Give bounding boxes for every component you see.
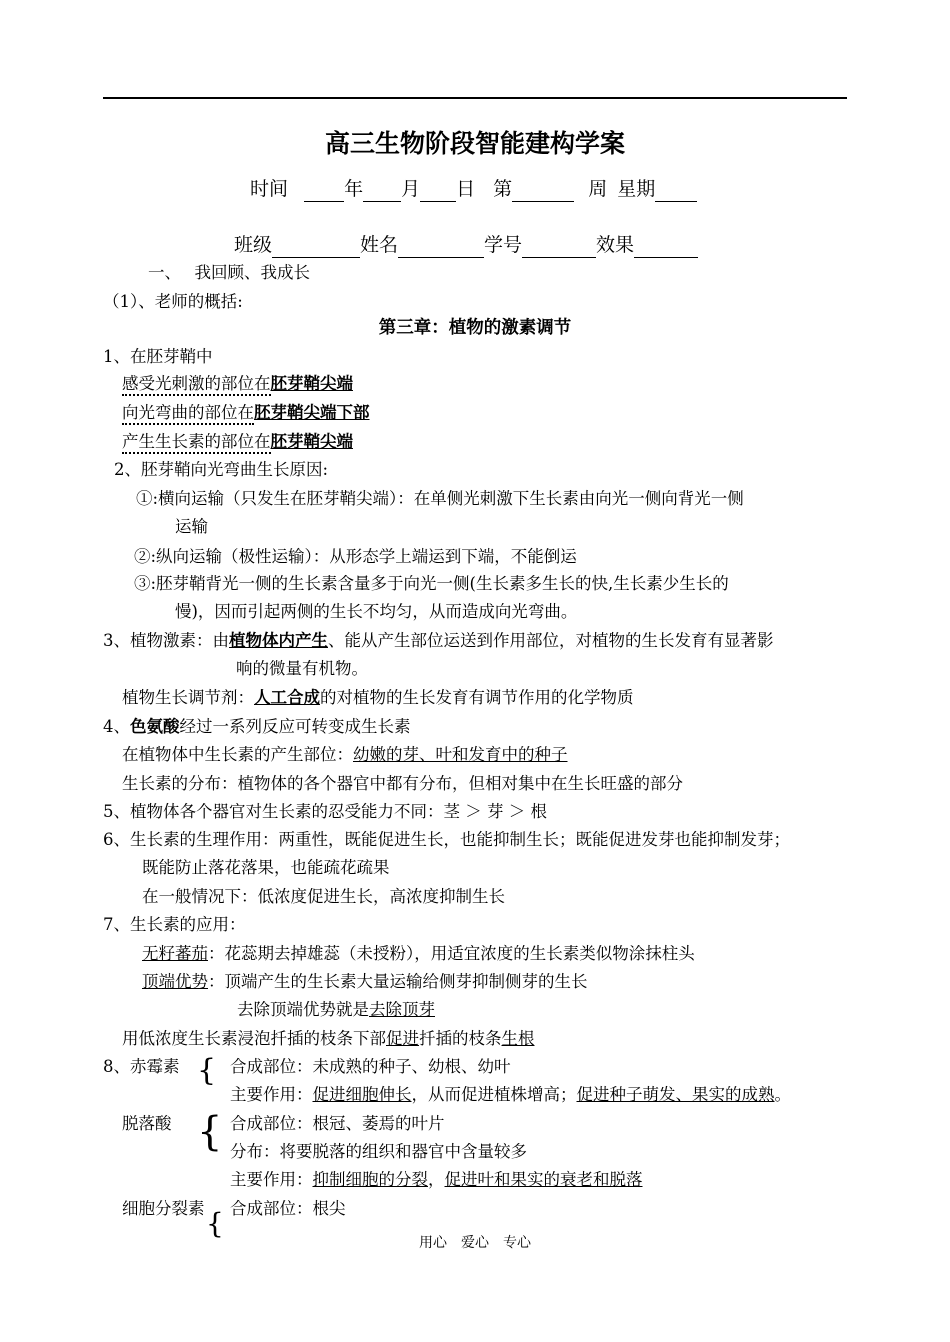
item-4: [103, 716, 411, 738]
item-7d-mid: 扦插的枝条: [419, 1029, 502, 1048]
month-blank[interactable]: [363, 181, 401, 202]
item-3-line1: [103, 630, 774, 652]
item-3b-prefix: 植物生长调节剂：: [122, 688, 254, 707]
result-blank[interactable]: [634, 237, 698, 258]
gib-func-k1: 促进细胞伸长: [312, 1085, 412, 1104]
aba-label: 脱落酸: [122, 1114, 172, 1133]
item-3-line2: 响的微量有机物。: [236, 659, 368, 678]
gib-func-mid: ，从而促进植株增高；: [411, 1085, 577, 1104]
item-1b-label: 向光弯曲的部位在: [122, 403, 254, 425]
item-7d-key2: 生根: [501, 1029, 535, 1048]
item-4-key: 色氨酸: [130, 717, 180, 736]
weekday-blank[interactable]: [655, 181, 697, 202]
item-7b-key: 顶端优势: [142, 972, 208, 991]
weekday-label: 星期: [617, 178, 656, 200]
item-1c-label: 产生生长素的部位在: [122, 432, 271, 454]
item-4-rest: 经过一系列反应可转变成生长素: [179, 717, 411, 736]
brace-icon: {: [197, 1109, 223, 1155]
item-7: 7、生长素的应用：: [103, 915, 246, 934]
item-3b-key: 人工合成: [254, 688, 320, 707]
item-1a-label: 感受光刺激的部位在: [122, 374, 271, 396]
item-6-line3: 在一般情况下：低浓度促进生长，高浓度抑制生长: [142, 887, 505, 906]
item-7c: [237, 999, 435, 1021]
item-2: 2、胚芽鞘向光弯曲生长原因:: [114, 460, 329, 479]
aba-func: [230, 1169, 643, 1191]
aba-func-k1: 抑制细胞的分裂: [312, 1170, 428, 1189]
item-7a-rest: ：花蕊期去掉雄蕊（未授粉），用适宜浓度的生长素类似物涂抹柱头: [208, 944, 695, 963]
item-3-prefix: 3、植物激素：由: [103, 631, 229, 650]
gib-func: [230, 1084, 791, 1106]
student-id-blank[interactable]: [522, 237, 596, 258]
item-2b: ②:纵向运输（极性运输）：从形态学上端运到下端，不能倒运: [134, 547, 577, 566]
gib-synth: 合成部位：未成熟的种子、幼根、幼叶: [230, 1057, 511, 1076]
aba-func-mid: ，: [428, 1170, 445, 1189]
brace-icon: {: [206, 1207, 224, 1240]
item-1a-value: 胚芽鞘尖端: [270, 374, 353, 393]
item-4b: 生长素的分布：植物体的各个器官中都有分布，但相对集中在生长旺盛的部分: [122, 774, 683, 793]
result-label: 效果: [596, 234, 635, 256]
ck-synth: 合成部位：根尖: [230, 1199, 346, 1218]
item-7a: [142, 943, 695, 965]
item-1c-value: 胚芽鞘尖端: [270, 432, 353, 451]
item-7b-rest: ：顶端产生的生长素大量运输给侧芽抑制侧芽的生长: [208, 972, 588, 991]
item-7d-key1: 促进: [386, 1029, 419, 1048]
ck-label: 细胞分裂素: [122, 1199, 205, 1218]
day-blank[interactable]: [420, 181, 456, 202]
week-blank[interactable]: [512, 181, 574, 202]
section-sub: （1）、老师的概括:: [103, 292, 243, 311]
item-8-label: 8、赤霉素: [103, 1057, 180, 1076]
item-1a: [122, 373, 353, 395]
item-5: 5、植物体各个器官对生长素的忍受能力不同：茎 ＞ 芽 ＞ 根: [103, 802, 547, 821]
item-7d: [122, 1028, 535, 1050]
year-label: 年: [344, 178, 364, 200]
section-heading: 一、 我回顾、我成长: [148, 263, 310, 282]
name-label: 姓名: [360, 234, 399, 256]
student-id-label: 学号: [484, 234, 523, 256]
item-6-line2: 既能防止落花落果，也能疏花疏果: [142, 858, 390, 877]
class-blank[interactable]: [272, 237, 360, 258]
item-4a-label: 在植物体中生长素的产生部位：: [122, 745, 353, 764]
aba-func-k2: 促进叶和果实的衰老和脱落: [444, 1170, 643, 1189]
page-title: 高三生物阶段智能建构学案: [324, 129, 625, 158]
item-2a-line1: ①:横向运输（只发生在胚芽鞘尖端）：在单侧光刺激下生长素由向光一侧向背光一侧: [136, 489, 744, 508]
aba-func-prefix: 主要作用：: [230, 1170, 313, 1189]
name-blank[interactable]: [398, 237, 484, 258]
item-1b-value: 胚芽鞘尖端下部: [254, 403, 370, 422]
month-label: 月: [401, 178, 421, 200]
item-2a-line2: 运输: [175, 517, 208, 536]
item-7a-key: 无籽蕃茄: [142, 944, 208, 963]
brace-icon: {: [197, 1053, 217, 1088]
item-4a-value: 幼嫩的芽、叶和发育中的种子: [353, 745, 568, 764]
class-label: 班级: [234, 234, 273, 256]
item-2c-line2: 慢)，因而引起两侧的生长不均匀，从而造成向光弯曲。: [175, 602, 578, 621]
item-7b: [142, 971, 588, 993]
item-3-rest: 、能从产生部位运送到作用部位，对植物的生长发育有显著影: [328, 631, 774, 650]
student-info-row: [234, 232, 698, 258]
chapter-title: 第三章：植物的激素调节: [378, 318, 572, 338]
aba-dist: 分布：将要脱落的组织和器官中含量较多: [230, 1142, 527, 1161]
item-4-prefix: 4、: [103, 717, 130, 736]
year-blank[interactable]: [304, 181, 344, 202]
item-4a: [122, 744, 568, 766]
time-row: [250, 176, 697, 202]
item-3-key: 植物体内产生: [229, 631, 328, 650]
item-6-line1: 6、生长素的生理作用：两重性，既能促进生长，也能抑制生长；既能促进发芽也能抑制发芽；: [103, 830, 790, 849]
gib-func-end: 。: [774, 1085, 791, 1104]
item-1: 1、在胚芽鞘中: [103, 347, 213, 366]
item-7d-prefix: 用低浓度生长素浸泡扦插的枝条下部: [122, 1029, 386, 1048]
item-1b: [122, 402, 370, 424]
item-3b-rest: 的对植物的生长发育有调节作用的化学物质: [320, 688, 634, 707]
week-prefix: 第: [493, 178, 513, 200]
item-2c-line1: ③:胚芽鞘背光一侧的生长素含量多于向光一侧(生长素多生长的快,生长素少生长的: [134, 574, 729, 593]
item-1c: [122, 431, 353, 453]
top-rule: [103, 97, 847, 99]
item-3b: [122, 687, 634, 709]
gib-func-prefix: 主要作用：: [230, 1085, 313, 1104]
item-7c-prefix: 去除顶端优势就是: [237, 1000, 369, 1019]
footer: 用心 爱心 专心: [419, 1235, 531, 1251]
item-7c-key: 去除顶芽: [369, 1000, 435, 1019]
aba-synth: 合成部位：根冠、萎焉的叶片: [230, 1114, 445, 1133]
time-label: 时间: [250, 178, 289, 200]
week-label: 周: [588, 178, 608, 200]
gib-func-k2: 促进种子萌发、果实的成熟: [576, 1085, 775, 1104]
day-label: 日: [456, 178, 476, 200]
